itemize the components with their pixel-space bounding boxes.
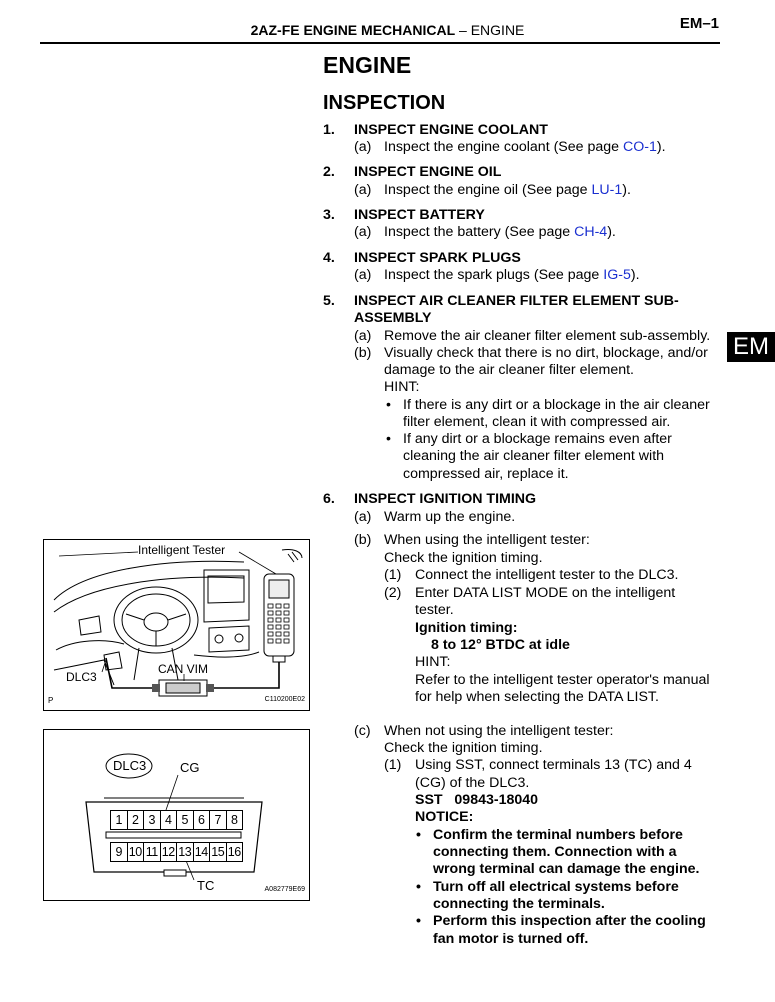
step-1a-label: (a) bbox=[354, 139, 372, 155]
step-6c1-label: (1) bbox=[384, 757, 402, 773]
step-1a-text: Inspect the engine coolant (See page CO-1). bbox=[384, 139, 666, 155]
em-section-tab: EM bbox=[727, 332, 775, 362]
link-ig-5[interactable]: IG-5 bbox=[603, 267, 631, 283]
bullet-glyph: • bbox=[416, 827, 421, 843]
label-tc: TC bbox=[197, 878, 215, 893]
figure-code: A082779E69 bbox=[264, 886, 305, 893]
running-header bbox=[0, 22, 775, 38]
step-4-title: INSPECT SPARK PLUGS bbox=[354, 250, 521, 266]
step-4a-text: Inspect the spark plugs (See page IG-5). bbox=[384, 267, 640, 283]
page-title: ENGINE bbox=[323, 52, 412, 78]
step-3a-text: Inspect the battery (See page CH-4). bbox=[384, 224, 616, 240]
figure-corner-mark: P bbox=[48, 696, 54, 705]
step-5-bullet2-line3: compressed air, replace it. bbox=[403, 466, 569, 482]
step-6c-line1: When not using the intelligent tester: bbox=[384, 723, 614, 739]
link-lu-1[interactable]: LU-1 bbox=[591, 182, 623, 198]
pin-row-bottom bbox=[110, 842, 242, 862]
connector-pin-5: 5 bbox=[176, 810, 194, 830]
pin-row-top bbox=[110, 810, 242, 830]
page-number: EM–1 bbox=[679, 15, 719, 32]
header-subsection: ENGINE bbox=[470, 22, 525, 38]
step-6c1-line2: (CG) of the DLC3. bbox=[415, 775, 530, 791]
connector-pin-7: 7 bbox=[209, 810, 227, 830]
step-6b2-line1: Enter DATA LIST MODE on the intelligent bbox=[415, 585, 676, 601]
step-5-bullet1-line2: filter element, clean it with compressed air. bbox=[403, 414, 671, 430]
step-6c-line2: Check the ignition timing. bbox=[384, 740, 543, 756]
header-rule bbox=[40, 42, 720, 44]
step-2a-text: Inspect the engine oil (See page LU-1). bbox=[384, 182, 631, 198]
connector-pin-2: 2 bbox=[127, 810, 145, 830]
notice-1-line3: wrong terminal can damage the engine. bbox=[433, 861, 700, 877]
step-1-title: INSPECT ENGINE COOLANT bbox=[354, 122, 548, 138]
step-6b-hint-line1: Refer to the intelligent tester operator's manual bbox=[415, 672, 710, 688]
step-6-title: INSPECT IGNITION TIMING bbox=[354, 491, 537, 507]
step-3-title: INSPECT BATTERY bbox=[354, 207, 485, 223]
step-5b-line2: damage to the air cleaner filter element. bbox=[384, 362, 634, 378]
connector-pin-4: 4 bbox=[160, 810, 178, 830]
connector-pin-14: 14 bbox=[193, 842, 211, 862]
spec-value: 8 to 12° BTDC at idle bbox=[431, 637, 570, 653]
bullet-glyph: • bbox=[416, 879, 421, 895]
step-6b-line2: Check the ignition timing. bbox=[384, 550, 543, 566]
connector-pin-8: 8 bbox=[226, 810, 244, 830]
figure-dlc3-connector bbox=[43, 729, 310, 901]
connector-pin-1: 1 bbox=[110, 810, 128, 830]
label-cg: CG bbox=[180, 760, 200, 775]
label-can-vim: CAN VIM bbox=[158, 662, 209, 676]
can-vim-module bbox=[152, 680, 214, 696]
connector-pin-3: 3 bbox=[143, 810, 161, 830]
step-5a-label: (a) bbox=[354, 328, 372, 344]
notice-1-line1: Confirm the terminal numbers before bbox=[433, 827, 683, 843]
notice-label: NOTICE: bbox=[415, 809, 474, 825]
step-6c1-line1: Using SST, connect terminals 13 (TC) and 4 bbox=[415, 757, 692, 773]
step-5-title-line1: INSPECT AIR CLEANER FILTER ELEMENT SUB- bbox=[354, 293, 679, 309]
link-co-1[interactable]: CO-1 bbox=[623, 139, 657, 155]
notice-1-line2: connecting them. Connection with a bbox=[433, 844, 677, 860]
step-5-number: 5. bbox=[323, 293, 335, 309]
connector-pin-15: 15 bbox=[209, 842, 227, 862]
step-5-bullet1-line1: If there is any dirt or a blockage in the air cleaner bbox=[403, 397, 710, 413]
label-intelligent-tester: Intelligent Tester bbox=[138, 543, 226, 557]
bullet-glyph: • bbox=[386, 431, 391, 447]
step-2-title: INSPECT ENGINE OIL bbox=[354, 164, 502, 180]
step-3-number: 3. bbox=[323, 207, 335, 223]
step-5b-line1: Visually check that there is no dirt, blockage, and/or bbox=[384, 345, 708, 361]
header-separator: – bbox=[459, 22, 467, 38]
link-ch-4[interactable]: CH-4 bbox=[574, 224, 608, 240]
connector-pin-6: 6 bbox=[193, 810, 211, 830]
bullet-glyph: • bbox=[386, 397, 391, 413]
step-6b-label: (b) bbox=[354, 532, 372, 548]
step-6b-hint-line2: for help when selecting the DATA LIST. bbox=[415, 689, 659, 705]
notice-3-line2: fan motor is turned off. bbox=[433, 931, 589, 947]
connector-pin-16: 16 bbox=[226, 842, 244, 862]
step-2-number: 2. bbox=[323, 164, 335, 180]
connector-pin-12: 12 bbox=[160, 842, 178, 862]
step-5-bullet2-line1: If any dirt or a blockage remains even after bbox=[403, 431, 672, 447]
bullet-glyph: • bbox=[416, 913, 421, 929]
step-6b-hint: HINT: bbox=[415, 654, 451, 670]
spec-title: Ignition timing: bbox=[415, 620, 518, 636]
step-5b-label: (b) bbox=[354, 345, 372, 361]
step-3a-label: (a) bbox=[354, 224, 372, 240]
step-6b2-label: (2) bbox=[384, 585, 402, 601]
step-6a-label: (a) bbox=[354, 509, 372, 525]
step-6-number: 6. bbox=[323, 491, 335, 507]
step-6c-label: (c) bbox=[354, 723, 371, 739]
notice-2-line2: connecting the terminals. bbox=[433, 896, 605, 912]
label-dlc3: DLC3 bbox=[113, 758, 147, 773]
step-6b1-label: (1) bbox=[384, 567, 402, 583]
step-5-hint: HINT: bbox=[384, 379, 420, 395]
section-title: INSPECTION bbox=[323, 92, 446, 114]
step-2a-label: (a) bbox=[354, 182, 372, 198]
connector-pin-10: 10 bbox=[127, 842, 145, 862]
step-4-number: 4. bbox=[323, 250, 335, 266]
connector-pin-13: 13 bbox=[176, 842, 194, 862]
step-1-number: 1. bbox=[323, 122, 335, 138]
step-6b-line1: When using the intelligent tester: bbox=[384, 532, 590, 548]
header-section: 2AZ-FE ENGINE MECHANICAL bbox=[250, 22, 456, 38]
tester-device bbox=[264, 574, 294, 662]
step-6b2-line2: tester. bbox=[415, 602, 454, 618]
step-4a-label: (a) bbox=[354, 267, 372, 283]
step-5a-text: Remove the air cleaner filter element sub-assembly. bbox=[384, 328, 711, 344]
step-6a-text: Warm up the engine. bbox=[384, 509, 516, 525]
dashboard-illustration bbox=[44, 540, 309, 710]
connector-pin-9: 9 bbox=[110, 842, 128, 862]
figure-code: C110200E02 bbox=[264, 696, 305, 703]
label-dlc3: DLC3 bbox=[66, 670, 97, 684]
step-6b1-text: Connect the intelligent tester to the DLC3. bbox=[415, 567, 679, 583]
step-5-title-line2: ASSEMBLY bbox=[354, 310, 432, 326]
figure-intelligent-tester bbox=[43, 539, 310, 711]
notice-2-line1: Turn off all electrical systems before bbox=[433, 879, 679, 895]
connector-pin-11: 11 bbox=[143, 842, 161, 862]
sst-number: SST 09843-18040 bbox=[415, 792, 539, 808]
notice-3-line1: Perform this inspection after the cooling bbox=[433, 913, 706, 929]
step-5-bullet2-line2: cleaning the air cleaner filter element with bbox=[403, 448, 665, 464]
